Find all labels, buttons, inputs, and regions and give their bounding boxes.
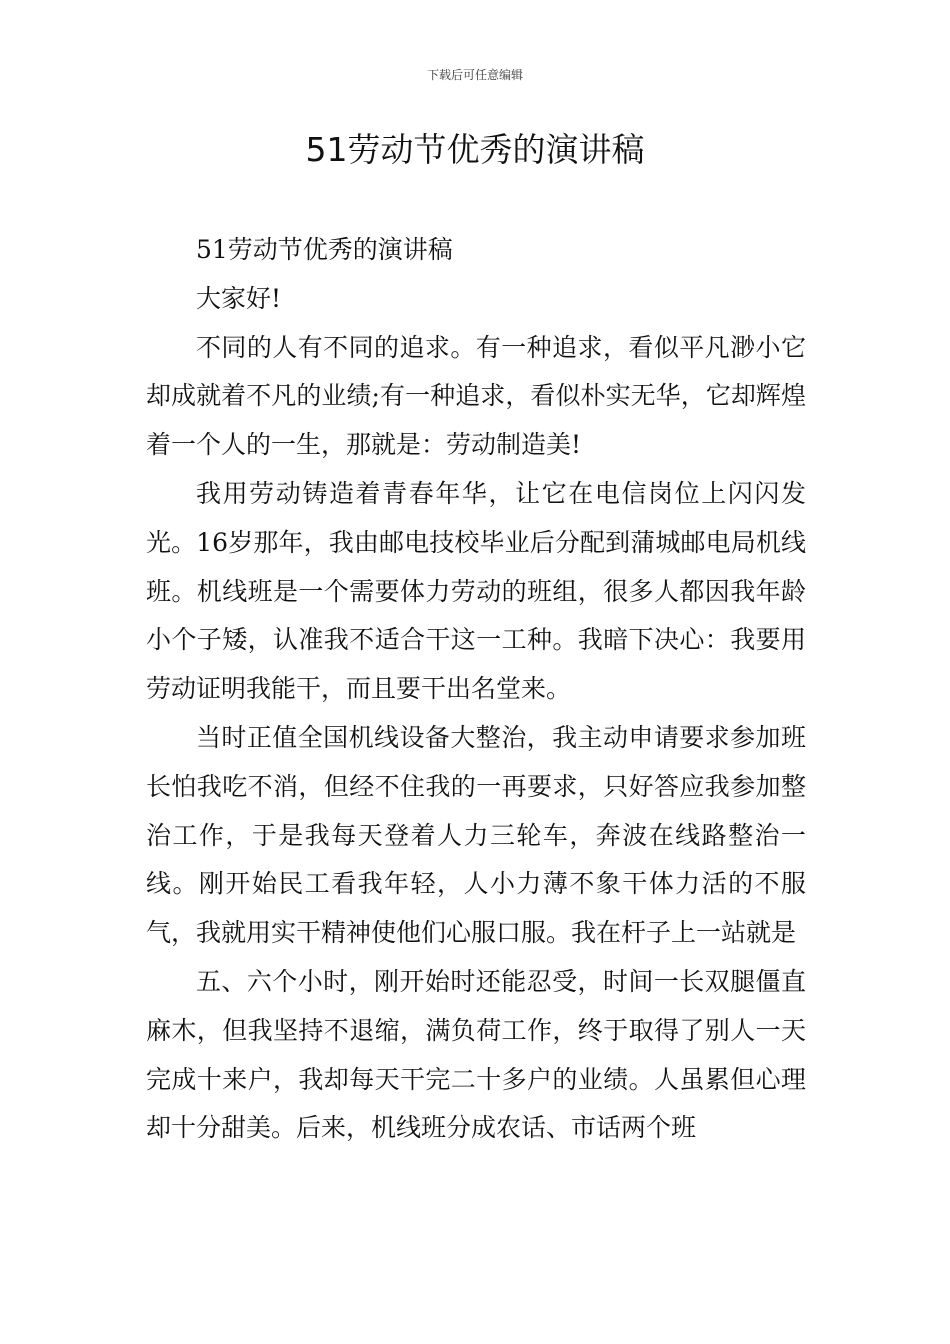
paragraph: 当时正值全国机线设备大整治，我主动申请要求参加班长怕我吃不消，但经不住我的一再要求，只好答应我参加整治工作，于是我每天登着人力三轮车，奔波在线路整治一线。刚开始民工看我年轻，人小力薄不象干体力活的不服气，我就用实干精神使他们心服口服。我在杆子上一站就是 xyxy=(146,722,806,948)
paragraph: 我用劳动铸造着青春年华，让它在电信岗位上闪闪发光。16岁那年，我由邮电技校毕业后分配到蒲城邮电局机线班。机线班是一个需要体力劳动的班组，很多人都因我年龄小个子矮，认准我不适合干这一工种。我暗下决心：我要用劳动证明我能干，而且要干出名堂来。 xyxy=(146,478,806,704)
paragraph-subtitle: 51劳动节优秀的演讲稿 xyxy=(196,235,453,264)
paragraph-greeting: 大家好! xyxy=(196,283,282,313)
document-body xyxy=(146,226,806,1153)
document-title: 51劳动节优秀的演讲稿 xyxy=(305,130,645,169)
paragraph: 五、六个小时，刚开始时还能忍受，时间一长双腿僵直麻木，但我坚持不退缩，满负荷工作，终于取得了别人一天完成十来户，我却每天干完二十多户的业绩。人虽累但心理却十分甜美。后来，机线班分成农话、市话两个班 xyxy=(146,966,806,1143)
paragraph: 不同的人有不同的追求。有一种追求，看似平凡渺小它却成就着不凡的业绩;有一种追求，看似朴实无华，它却辉煌着一个人的一生，那就是：劳动制造美! xyxy=(146,332,806,460)
header-note: 下载后可任意编辑 xyxy=(426,68,523,82)
